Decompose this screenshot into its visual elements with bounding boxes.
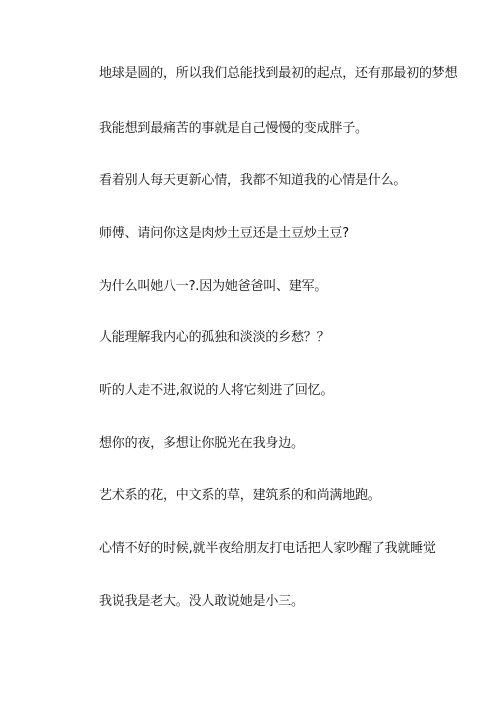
text-line: 我能想到最痛苦的事就是自己慢慢的变成胖子。 [99, 121, 368, 136]
text-line: 师傅、请问你这是肉炒土豆还是土豆炒土豆? [99, 226, 349, 241]
text-line: 人能理解我内心的孤独和淡淡的乡愁？？ [99, 330, 330, 345]
text-line: 我说我是老大。没人敢说她是小三。 [99, 594, 304, 609]
text-line: 看着别人每天更新心情，我都不知道我的心情是什么。 [99, 173, 407, 188]
text-line: 心情不好的时候,就半夜给朋友打电话把人家吵醒了我就睡觉 [99, 541, 436, 556]
text-line: 想你的夜，多想让你脱光在我身边。 [99, 436, 304, 451]
text-line: 听的人走不进,叙说的人将它刻进了回忆。 [99, 383, 334, 398]
text-line: 为什么叫她八一?.因为她爸爸叫、建军。 [99, 279, 328, 294]
text-line: 艺术系的花，中文系的草，建筑系的和尚满地跑。 [99, 488, 381, 503]
text-line: 地球是圆的，所以我们总能找到最初的起点，还有那最初的梦想 [99, 66, 458, 81]
